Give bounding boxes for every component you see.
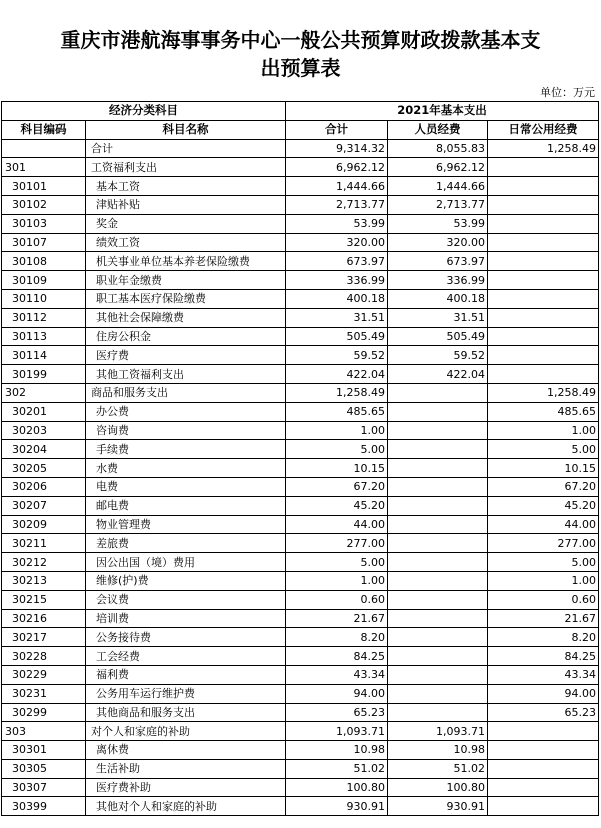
cell-public: 1.00 bbox=[488, 421, 599, 440]
cell-personnel bbox=[388, 440, 488, 459]
cell-name: 维修(护)费 bbox=[86, 571, 286, 590]
cell-code: 30201 bbox=[2, 402, 86, 421]
cell-code: 303 bbox=[2, 722, 86, 741]
cell-name: 邮电费 bbox=[86, 496, 286, 515]
cell-total: 5.00 bbox=[286, 440, 388, 459]
table-row bbox=[2, 647, 599, 666]
table-row bbox=[2, 515, 599, 534]
table-row bbox=[2, 459, 599, 478]
cell-name: 公务接待费 bbox=[86, 628, 286, 647]
cell-total: 673.97 bbox=[286, 252, 388, 271]
cell-public: 485.65 bbox=[488, 402, 599, 421]
cell-total: 67.20 bbox=[286, 477, 388, 496]
cell-code: 30199 bbox=[2, 365, 86, 384]
cell-total: 31.51 bbox=[286, 308, 388, 327]
cell-public bbox=[488, 778, 599, 797]
cell-personnel: 31.51 bbox=[388, 308, 488, 327]
cell-public bbox=[488, 195, 599, 214]
table-header bbox=[2, 102, 599, 140]
table-body bbox=[2, 139, 599, 816]
cell-total: 1,258.49 bbox=[286, 383, 388, 402]
cell-code: 30231 bbox=[2, 684, 86, 703]
table-row bbox=[2, 440, 599, 459]
cell-public: 94.00 bbox=[488, 684, 599, 703]
cell-code: 30113 bbox=[2, 327, 86, 346]
cell-code: 30112 bbox=[2, 308, 86, 327]
table-row bbox=[2, 684, 599, 703]
table-row bbox=[2, 421, 599, 440]
cell-personnel: 505.49 bbox=[388, 327, 488, 346]
cell-total: 84.25 bbox=[286, 647, 388, 666]
cell-code: 30102 bbox=[2, 195, 86, 214]
cell-name: 水费 bbox=[86, 459, 286, 478]
title-line-2: 出预算表 bbox=[260, 56, 341, 80]
cell-code: 30228 bbox=[2, 647, 86, 666]
cell-name: 会议费 bbox=[86, 590, 286, 609]
cell-name: 工会经费 bbox=[86, 647, 286, 666]
cell-total: 930.91 bbox=[286, 797, 388, 816]
header-group-row bbox=[2, 102, 599, 121]
table-row bbox=[2, 139, 599, 158]
table-row bbox=[2, 553, 599, 572]
cell-name: 因公出国（境）费用 bbox=[86, 553, 286, 572]
cell-code: 30107 bbox=[2, 233, 86, 252]
cell-personnel: 1,444.66 bbox=[388, 177, 488, 196]
cell-total: 45.20 bbox=[286, 496, 388, 515]
cell-code: 30213 bbox=[2, 571, 86, 590]
cell-code: 30108 bbox=[2, 252, 86, 271]
cell-personnel: 8,055.83 bbox=[388, 139, 488, 158]
cell-total: 44.00 bbox=[286, 515, 388, 534]
cell-code: 30203 bbox=[2, 421, 86, 440]
unit-label: 单位：万元 bbox=[540, 86, 595, 99]
table-row bbox=[2, 534, 599, 553]
cell-public bbox=[488, 308, 599, 327]
table-row bbox=[2, 289, 599, 308]
cell-personnel: 2,713.77 bbox=[388, 195, 488, 214]
header-name: 科目名称 bbox=[86, 120, 286, 139]
cell-personnel: 51.02 bbox=[388, 759, 488, 778]
cell-name: 医疗费补助 bbox=[86, 778, 286, 797]
header-public: 日常公用经费 bbox=[488, 120, 599, 139]
cell-public: 44.00 bbox=[488, 515, 599, 534]
cell-personnel: 53.99 bbox=[388, 214, 488, 233]
cell-code: 30299 bbox=[2, 703, 86, 722]
cell-code: 30206 bbox=[2, 477, 86, 496]
table-row bbox=[2, 571, 599, 590]
cell-personnel bbox=[388, 553, 488, 572]
cell-code: 30229 bbox=[2, 665, 86, 684]
cell-public bbox=[488, 797, 599, 816]
cell-name: 物业管理费 bbox=[86, 515, 286, 534]
cell-total: 94.00 bbox=[286, 684, 388, 703]
cell-code: 30101 bbox=[2, 177, 86, 196]
cell-public: 0.60 bbox=[488, 590, 599, 609]
cell-personnel bbox=[388, 684, 488, 703]
table-row bbox=[2, 327, 599, 346]
cell-total: 43.34 bbox=[286, 665, 388, 684]
cell-public bbox=[488, 346, 599, 365]
cell-personnel bbox=[388, 609, 488, 628]
cell-personnel bbox=[388, 383, 488, 402]
cell-public bbox=[488, 177, 599, 196]
cell-code: 30103 bbox=[2, 214, 86, 233]
cell-name: 奖金 bbox=[86, 214, 286, 233]
table-row bbox=[2, 703, 599, 722]
cell-personnel bbox=[388, 459, 488, 478]
cell-name: 职工基本医疗保险缴费 bbox=[86, 289, 286, 308]
cell-public: 21.67 bbox=[488, 609, 599, 628]
cell-name: 办公费 bbox=[86, 402, 286, 421]
cell-total: 505.49 bbox=[286, 327, 388, 346]
header-basic-expenditure: 2021年基本支出 bbox=[286, 102, 599, 121]
table-row bbox=[2, 665, 599, 684]
header-code: 科目编码 bbox=[2, 120, 86, 139]
cell-personnel bbox=[388, 515, 488, 534]
cell-code: 30307 bbox=[2, 778, 86, 797]
header-total: 合计 bbox=[286, 120, 388, 139]
table-row bbox=[2, 252, 599, 271]
cell-total: 1,444.66 bbox=[286, 177, 388, 196]
cell-name: 基本工资 bbox=[86, 177, 286, 196]
cell-public bbox=[488, 214, 599, 233]
cell-code: 30209 bbox=[2, 515, 86, 534]
cell-personnel bbox=[388, 534, 488, 553]
cell-total: 59.52 bbox=[286, 346, 388, 365]
cell-public: 1.00 bbox=[488, 571, 599, 590]
header-personnel: 人员经费 bbox=[388, 120, 488, 139]
table-row bbox=[2, 722, 599, 741]
cell-code: 30217 bbox=[2, 628, 86, 647]
cell-total: 1,093.71 bbox=[286, 722, 388, 741]
cell-total: 2,713.77 bbox=[286, 195, 388, 214]
table-row bbox=[2, 158, 599, 177]
cell-code: 30110 bbox=[2, 289, 86, 308]
cell-name: 其他社会保障缴费 bbox=[86, 308, 286, 327]
title-line-1: 重庆市港航海事事务中心一般公共预算财政拨款基本支 bbox=[60, 28, 541, 52]
cell-public: 67.20 bbox=[488, 477, 599, 496]
cell-code: 301 bbox=[2, 158, 86, 177]
cell-code: 30211 bbox=[2, 534, 86, 553]
cell-code: 30212 bbox=[2, 553, 86, 572]
cell-total: 1.00 bbox=[286, 571, 388, 590]
cell-name: 咨询费 bbox=[86, 421, 286, 440]
cell-code: 30216 bbox=[2, 609, 86, 628]
cell-public bbox=[488, 327, 599, 346]
page-title bbox=[0, 26, 601, 82]
table-row bbox=[2, 778, 599, 797]
cell-personnel: 930.91 bbox=[388, 797, 488, 816]
cell-name: 电费 bbox=[86, 477, 286, 496]
cell-name: 津贴补贴 bbox=[86, 195, 286, 214]
table-row bbox=[2, 477, 599, 496]
cell-name: 合计 bbox=[86, 139, 286, 158]
cell-public: 1,258.49 bbox=[488, 139, 599, 158]
cell-total: 100.80 bbox=[286, 778, 388, 797]
cell-total: 65.23 bbox=[286, 703, 388, 722]
cell-public bbox=[488, 759, 599, 778]
cell-personnel: 400.18 bbox=[388, 289, 488, 308]
cell-personnel: 1,093.71 bbox=[388, 722, 488, 741]
cell-personnel: 10.98 bbox=[388, 741, 488, 760]
budget-table bbox=[1, 101, 599, 816]
table-row bbox=[2, 271, 599, 290]
cell-personnel bbox=[388, 477, 488, 496]
cell-personnel bbox=[388, 496, 488, 515]
cell-personnel: 6,962.12 bbox=[388, 158, 488, 177]
table-row bbox=[2, 365, 599, 384]
cell-personnel: 422.04 bbox=[388, 365, 488, 384]
cell-code: 30301 bbox=[2, 741, 86, 760]
cell-total: 21.67 bbox=[286, 609, 388, 628]
cell-public: 8.20 bbox=[488, 628, 599, 647]
cell-public: 84.25 bbox=[488, 647, 599, 666]
cell-name: 培训费 bbox=[86, 609, 286, 628]
cell-code: 30204 bbox=[2, 440, 86, 459]
cell-name: 其他工资福利支出 bbox=[86, 365, 286, 384]
cell-total: 10.15 bbox=[286, 459, 388, 478]
cell-total: 9,314.32 bbox=[286, 139, 388, 158]
cell-total: 6,962.12 bbox=[286, 158, 388, 177]
cell-public bbox=[488, 252, 599, 271]
table-row bbox=[2, 609, 599, 628]
table-row bbox=[2, 628, 599, 647]
cell-total: 422.04 bbox=[286, 365, 388, 384]
cell-code: 30399 bbox=[2, 797, 86, 816]
cell-personnel bbox=[388, 590, 488, 609]
cell-total: 0.60 bbox=[286, 590, 388, 609]
cell-total: 51.02 bbox=[286, 759, 388, 778]
cell-name: 公务用车运行维护费 bbox=[86, 684, 286, 703]
table-row bbox=[2, 177, 599, 196]
cell-name: 其他对个人和家庭的补助 bbox=[86, 797, 286, 816]
cell-total: 277.00 bbox=[286, 534, 388, 553]
cell-personnel: 59.52 bbox=[388, 346, 488, 365]
cell-total: 10.98 bbox=[286, 741, 388, 760]
cell-personnel: 320.00 bbox=[388, 233, 488, 252]
cell-public bbox=[488, 722, 599, 741]
header-economic-category: 经济分类科目 bbox=[2, 102, 286, 121]
cell-public bbox=[488, 158, 599, 177]
table-row bbox=[2, 496, 599, 515]
cell-public: 43.34 bbox=[488, 665, 599, 684]
cell-total: 485.65 bbox=[286, 402, 388, 421]
cell-public bbox=[488, 233, 599, 252]
cell-total: 320.00 bbox=[286, 233, 388, 252]
cell-name: 福利费 bbox=[86, 665, 286, 684]
cell-name: 生活补助 bbox=[86, 759, 286, 778]
cell-total: 336.99 bbox=[286, 271, 388, 290]
table-row bbox=[2, 741, 599, 760]
cell-personnel bbox=[388, 402, 488, 421]
cell-personnel bbox=[388, 647, 488, 666]
cell-name: 其他商品和服务支出 bbox=[86, 703, 286, 722]
cell-personnel: 100.80 bbox=[388, 778, 488, 797]
cell-personnel bbox=[388, 421, 488, 440]
cell-code: 30215 bbox=[2, 590, 86, 609]
cell-code bbox=[2, 139, 86, 158]
table-row bbox=[2, 402, 599, 421]
cell-public: 65.23 bbox=[488, 703, 599, 722]
cell-personnel bbox=[388, 571, 488, 590]
cell-total: 5.00 bbox=[286, 553, 388, 572]
table-row bbox=[2, 346, 599, 365]
cell-name: 手续费 bbox=[86, 440, 286, 459]
cell-public bbox=[488, 271, 599, 290]
cell-public bbox=[488, 741, 599, 760]
cell-name: 机关事业单位基本养老保险缴费 bbox=[86, 252, 286, 271]
cell-public: 45.20 bbox=[488, 496, 599, 515]
cell-name: 工资福利支出 bbox=[86, 158, 286, 177]
cell-code: 30305 bbox=[2, 759, 86, 778]
table-row bbox=[2, 383, 599, 402]
cell-code: 30109 bbox=[2, 271, 86, 290]
cell-total: 1.00 bbox=[286, 421, 388, 440]
cell-total: 400.18 bbox=[286, 289, 388, 308]
cell-personnel bbox=[388, 665, 488, 684]
cell-code: 30207 bbox=[2, 496, 86, 515]
cell-name: 差旅费 bbox=[86, 534, 286, 553]
cell-personnel bbox=[388, 703, 488, 722]
table-row bbox=[2, 759, 599, 778]
table-row bbox=[2, 233, 599, 252]
cell-personnel: 673.97 bbox=[388, 252, 488, 271]
cell-name: 商品和服务支出 bbox=[86, 383, 286, 402]
cell-public: 277.00 bbox=[488, 534, 599, 553]
cell-code: 302 bbox=[2, 383, 86, 402]
cell-total: 8.20 bbox=[286, 628, 388, 647]
cell-code: 30205 bbox=[2, 459, 86, 478]
cell-public: 5.00 bbox=[488, 440, 599, 459]
cell-name: 对个人和家庭的补助 bbox=[86, 722, 286, 741]
table-row bbox=[2, 308, 599, 327]
cell-public bbox=[488, 289, 599, 308]
table-row bbox=[2, 797, 599, 816]
cell-name: 职业年金缴费 bbox=[86, 271, 286, 290]
cell-public: 10.15 bbox=[488, 459, 599, 478]
cell-public bbox=[488, 365, 599, 384]
cell-name: 绩效工资 bbox=[86, 233, 286, 252]
cell-name: 医疗费 bbox=[86, 346, 286, 365]
cell-name: 住房公积金 bbox=[86, 327, 286, 346]
table-row bbox=[2, 214, 599, 233]
header-column-row bbox=[2, 120, 599, 139]
cell-personnel bbox=[388, 628, 488, 647]
cell-name: 离休费 bbox=[86, 741, 286, 760]
cell-total: 53.99 bbox=[286, 214, 388, 233]
table-row bbox=[2, 195, 599, 214]
table-row bbox=[2, 590, 599, 609]
cell-public: 1,258.49 bbox=[488, 383, 599, 402]
cell-code: 30114 bbox=[2, 346, 86, 365]
cell-personnel: 336.99 bbox=[388, 271, 488, 290]
cell-public: 5.00 bbox=[488, 553, 599, 572]
